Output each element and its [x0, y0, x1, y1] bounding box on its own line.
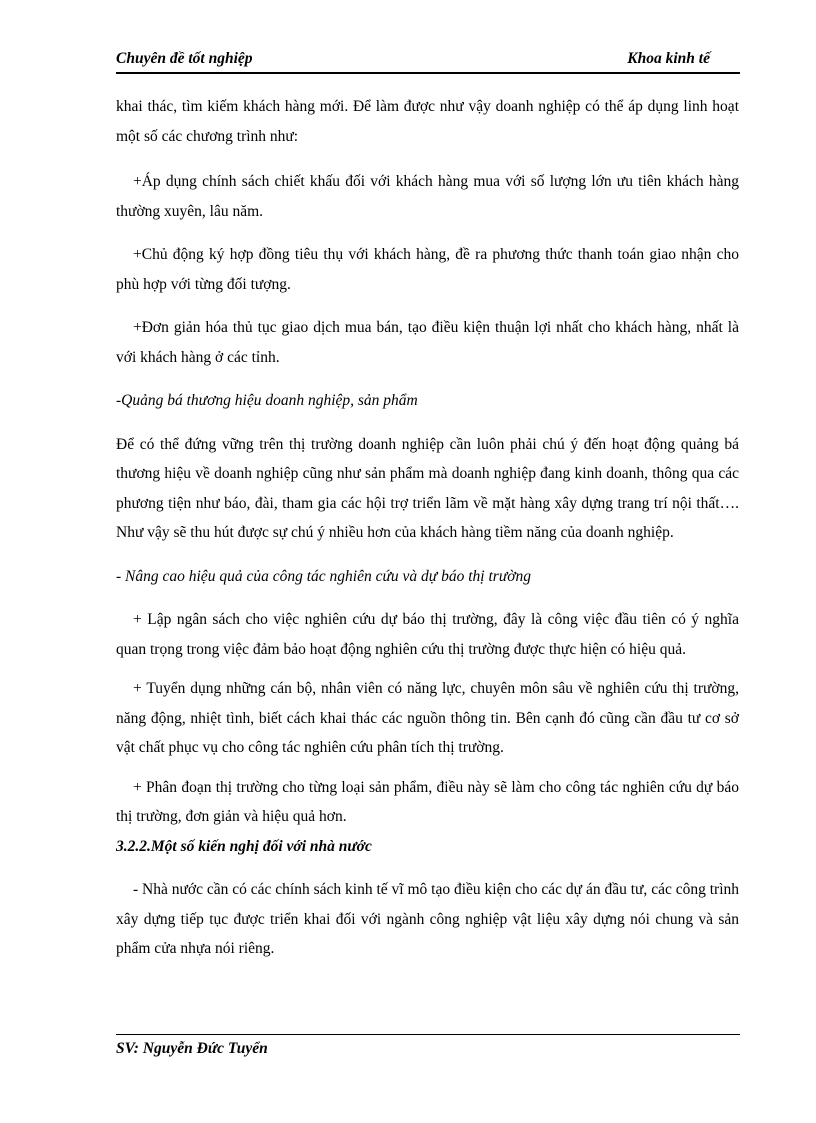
paragraph-bullet-simplify: +Đơn giản hóa thủ tục giao dịch mua bán, tạo điều kiện thuận lợi nhất cho khách hàng, nhất là với khách hàng ở các tỉnh.: [116, 319, 739, 366]
paragraph-bullet-budget: + Lập ngân sách cho việc nghiên cứu dự báo thị trường, đây là công việc đầu tiên có ý nghĩa quan trọng trong việc đảm bảo hoạt động nghiên cứu thị trường được thực hiện có hiệu quả.: [116, 611, 739, 658]
footer-rule: [116, 1034, 740, 1035]
header-title: Chuyên đề tốt nghiệp: [116, 50, 253, 67]
section-heading-branding: -Quảng bá thương hiệu doanh nghiệp, sản phẩm: [116, 392, 418, 409]
paragraph-bullet-contract: +Chủ động ký hợp đồng tiêu thụ với khách hàng, đề ra phương thức thanh toán giao nhận cho phù hợp với từng đối tượng.: [116, 246, 739, 293]
paragraph-bullet-recruit: + Tuyển dụng những cán bộ, nhân viên có năng lực, chuyên môn sâu về nghiên cứu thị trường, năng động, nhiệt tình, biết cách khai thác các nguồn thông tin. Bên cạnh đó cũng cần đầu tư cơ sở vật chất phục vụ cho công tác nghiên cứu phân tích thị trường.: [116, 680, 739, 756]
paragraph-bullet-discount: +Áp dụng chính sách chiết khấu đối với khách hàng mua với số lượng lớn ưu tiên khách hàng thường xuyên, lâu năm.: [116, 173, 739, 220]
page-header: [116, 50, 740, 72]
header-rule: [116, 72, 740, 74]
section-heading-recommendations: 3.2.2.Một số kiến nghị đối với nhà nước: [116, 837, 372, 855]
paragraph-intro: khai thác, tìm kiếm khách hàng mới. Để làm được như vậy doanh nghiệp có thể áp dụng linh hoạt một số các chương trình như:: [116, 98, 739, 145]
paragraph-branding: Để có thể đứng vững trên thị trường doanh nghiệp cần luôn phải chú ý đến hoạt động quảng bá thương hiệu về doanh nghiệp cũng như sản phẩm mà doanh nghiệp đang kinh doanh, thông qua các phương tiện như báo, đài, tham gia các hội trợ triển lãm về mặt hàng xây dựng trang trí nội thất…. Như vậy sẽ thu hút được sự chú ý nhiều hơn của khách hàng tiềm năng của doanh nghiệp.: [116, 435, 739, 541]
paragraph-bullet-segment: + Phân đoạn thị trường cho từng loại sản phẩm, điều này sẽ làm cho công tác nghiên cứu dự báo thị trường, đơn giản và hiệu quả hơn.: [116, 778, 739, 825]
footer-author: SV: Nguyễn Đức Tuyển: [116, 1040, 268, 1057]
header-department: Khoa kinh tế: [627, 50, 710, 67]
page-body: [116, 92, 739, 964]
section-heading-research: - Nâng cao hiệu quả của công tác nghiên cứu và dự báo thị trường: [116, 567, 532, 585]
paragraph-state-policy: - Nhà nước cần có các chính sách kinh tế vĩ mô tạo điều kiện cho các dự án đầu tư, các công trình xây dựng tiếp tục được triển khai đối với ngành công nghiệp vật liệu xây dựng nói chung và sản phẩm cửa nhựa nói riêng.: [116, 881, 739, 957]
